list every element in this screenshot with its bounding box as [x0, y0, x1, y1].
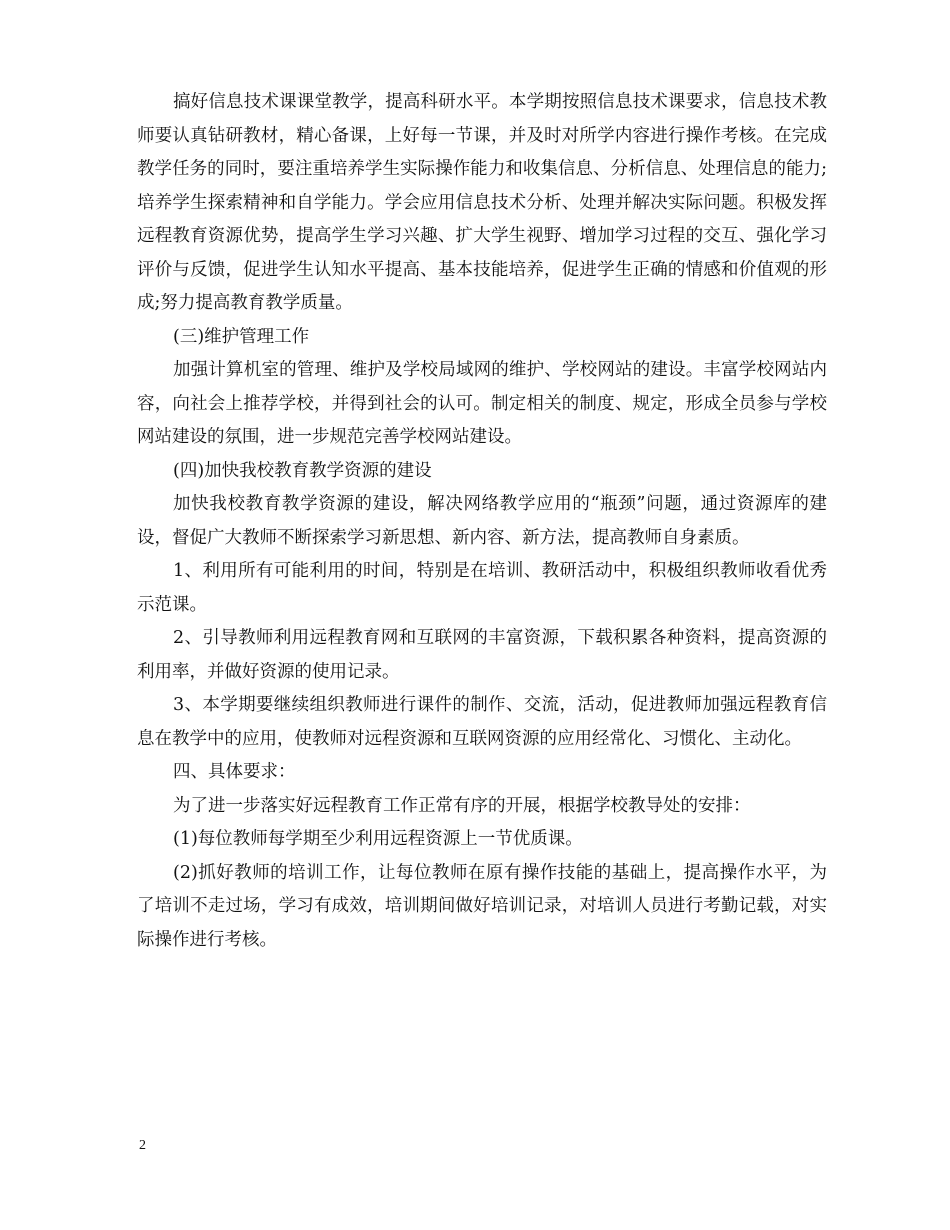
- paragraph-teaching-quality: 搞好信息技术课课堂教学，提高科研水平。本学期按照信息技术课要求，信息技术教师要认真钻研教材，精心备课，上好每一节课，并及时对所学内容进行操作考核。在完成教学任务的同时，要注重培养学生实际操作能力和收集信息、分析信息、处理信息的能力;培养学生探索精神和自学能力。学会应用信息技术分析、处理并解决实际问题。积极发挥远程教育资源优势，提高学生学习兴趣、扩大学生视野、增加学习过程的交互、强化学习评价与反馈，促进学生认知水平提高、基本技能培养，促进学生正确的情感和价值观的形成;努力提高教育教学质量。: [137, 92, 827, 313]
- paragraph-requirements-intro: 为了进一步落实好远程教育工作正常有序的开展，根据学校教导处的安排：: [173, 795, 751, 816]
- list-item-1: 1、利用所有可能利用的时间，特别是在培训、教研活动中，积极组织教师收看优秀示范课。: [137, 561, 827, 615]
- requirement-item-1: (1)每位教师每学期至少利用远程资源上一节优质课。: [173, 829, 583, 849]
- document-body: [137, 86, 827, 957]
- heading-requirements: 四、具体要求：: [173, 762, 296, 782]
- list-item-2: 2、引导教师利用远程教育网和互联网的丰富资源，下载积累各种资料，提高资源的利用率，并做好资源的使用记录。: [137, 628, 827, 682]
- requirement-item-2: (2)抓好教师的培训工作，让每位教师在原有操作技能的基础上，提高操作水平，为了培训不走过场，学习有成效，培训期间做好培训记录，对培训人员进行考勤记载，对实际操作进行考核。: [137, 862, 827, 950]
- paragraph-maintenance: 加强计算机室的管理、维护及学校局域网的维护、学校网站的建设。丰富学校网站内容，向社会上推荐学校，并得到社会的认可。制定相关的制度、规定，形成全员参与学校网站建设的氛围，进一步规范完善学校网站建设。: [137, 360, 827, 447]
- heading-maintenance: (三)维护管理工作: [173, 326, 310, 347]
- page-number: 2: [139, 1138, 146, 1153]
- paragraph-resources: 加快我校教育教学资源的建设，解决网络教学应用的“瓶颈”问题，通过资源库的建设，督促广大教师不断探索学习新思想、新内容、新方法，提高教师自身素质。: [137, 494, 827, 548]
- heading-resources: (四)加快我校教育教学资源的建设: [173, 460, 432, 481]
- list-item-3: 3、本学期要继续组织教师进行课件的制作、交流，活动，促进教师加强远程教育信息在教学中的应用，使教师对远程资源和互联网资源的应用经常化、习惯化、主动化。: [137, 695, 827, 749]
